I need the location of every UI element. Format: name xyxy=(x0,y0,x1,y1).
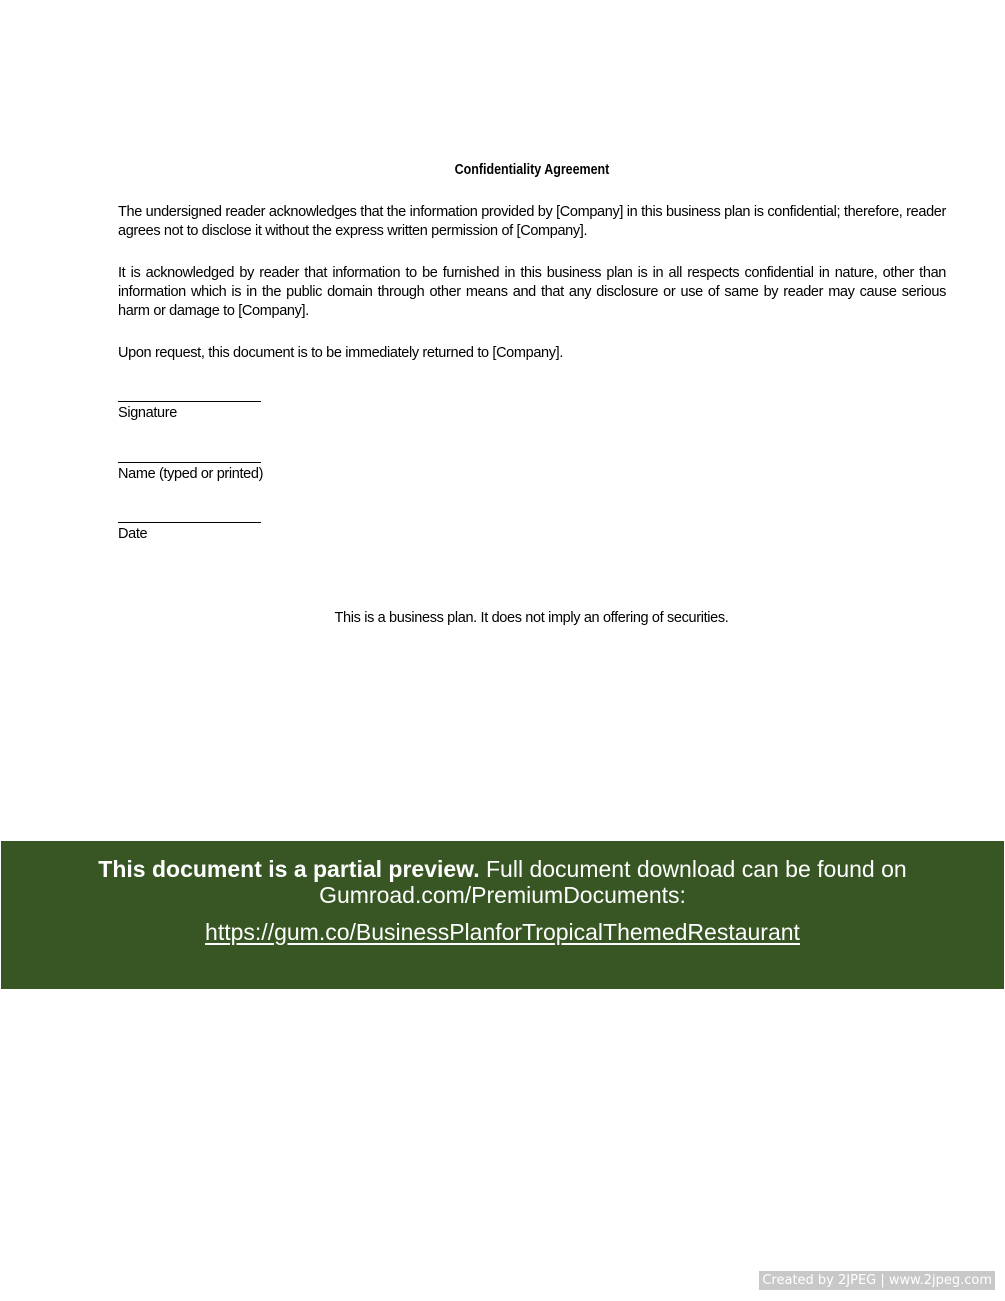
preview-banner xyxy=(1,841,1004,989)
date-label: Date xyxy=(118,526,148,542)
signature-line xyxy=(118,401,261,402)
watermark: Created by 2JPEG | www.2jpeg.com xyxy=(759,1271,995,1290)
download-link-row xyxy=(1,918,1004,946)
page-title-text: Confidentiality Agreement xyxy=(454,162,609,178)
download-link[interactable]: https://gum.co/BusinessPlanforTropicalThemedRestaurant xyxy=(205,919,800,945)
paragraph-return-request: Upon request, this document is to be immediately returned to [Company]. xyxy=(118,345,564,361)
name-line xyxy=(118,462,261,463)
preview-notice xyxy=(1,856,1004,908)
securities-disclaimer: This is a business plan. It does not imply an offering of securities. xyxy=(334,610,729,626)
preview-notice-text: Full document download can be found on Gumroad.com/PremiumDocuments: xyxy=(319,856,907,908)
paragraph-acknowledgement: It is acknowledged by reader that information to be furnished in this business plan is in all respects confidential in nature, other than information which is in the public domain through other means and that any disclosure or use of same by reader may cause serious harm or damage to [Company]. xyxy=(118,265,946,319)
preview-notice-bold: This document is a partial preview. xyxy=(98,856,480,882)
name-label: Name (typed or printed) xyxy=(118,466,264,482)
date-line xyxy=(118,522,261,523)
page-title xyxy=(0,161,1005,180)
signature-label: Signature xyxy=(118,405,177,421)
paragraph-nondisclosure: The undersigned reader acknowledges that the information provided by [Company] in this business plan is confidential; therefore, reader agrees not to disclose it without the express written permission of [Company]. xyxy=(118,204,946,239)
